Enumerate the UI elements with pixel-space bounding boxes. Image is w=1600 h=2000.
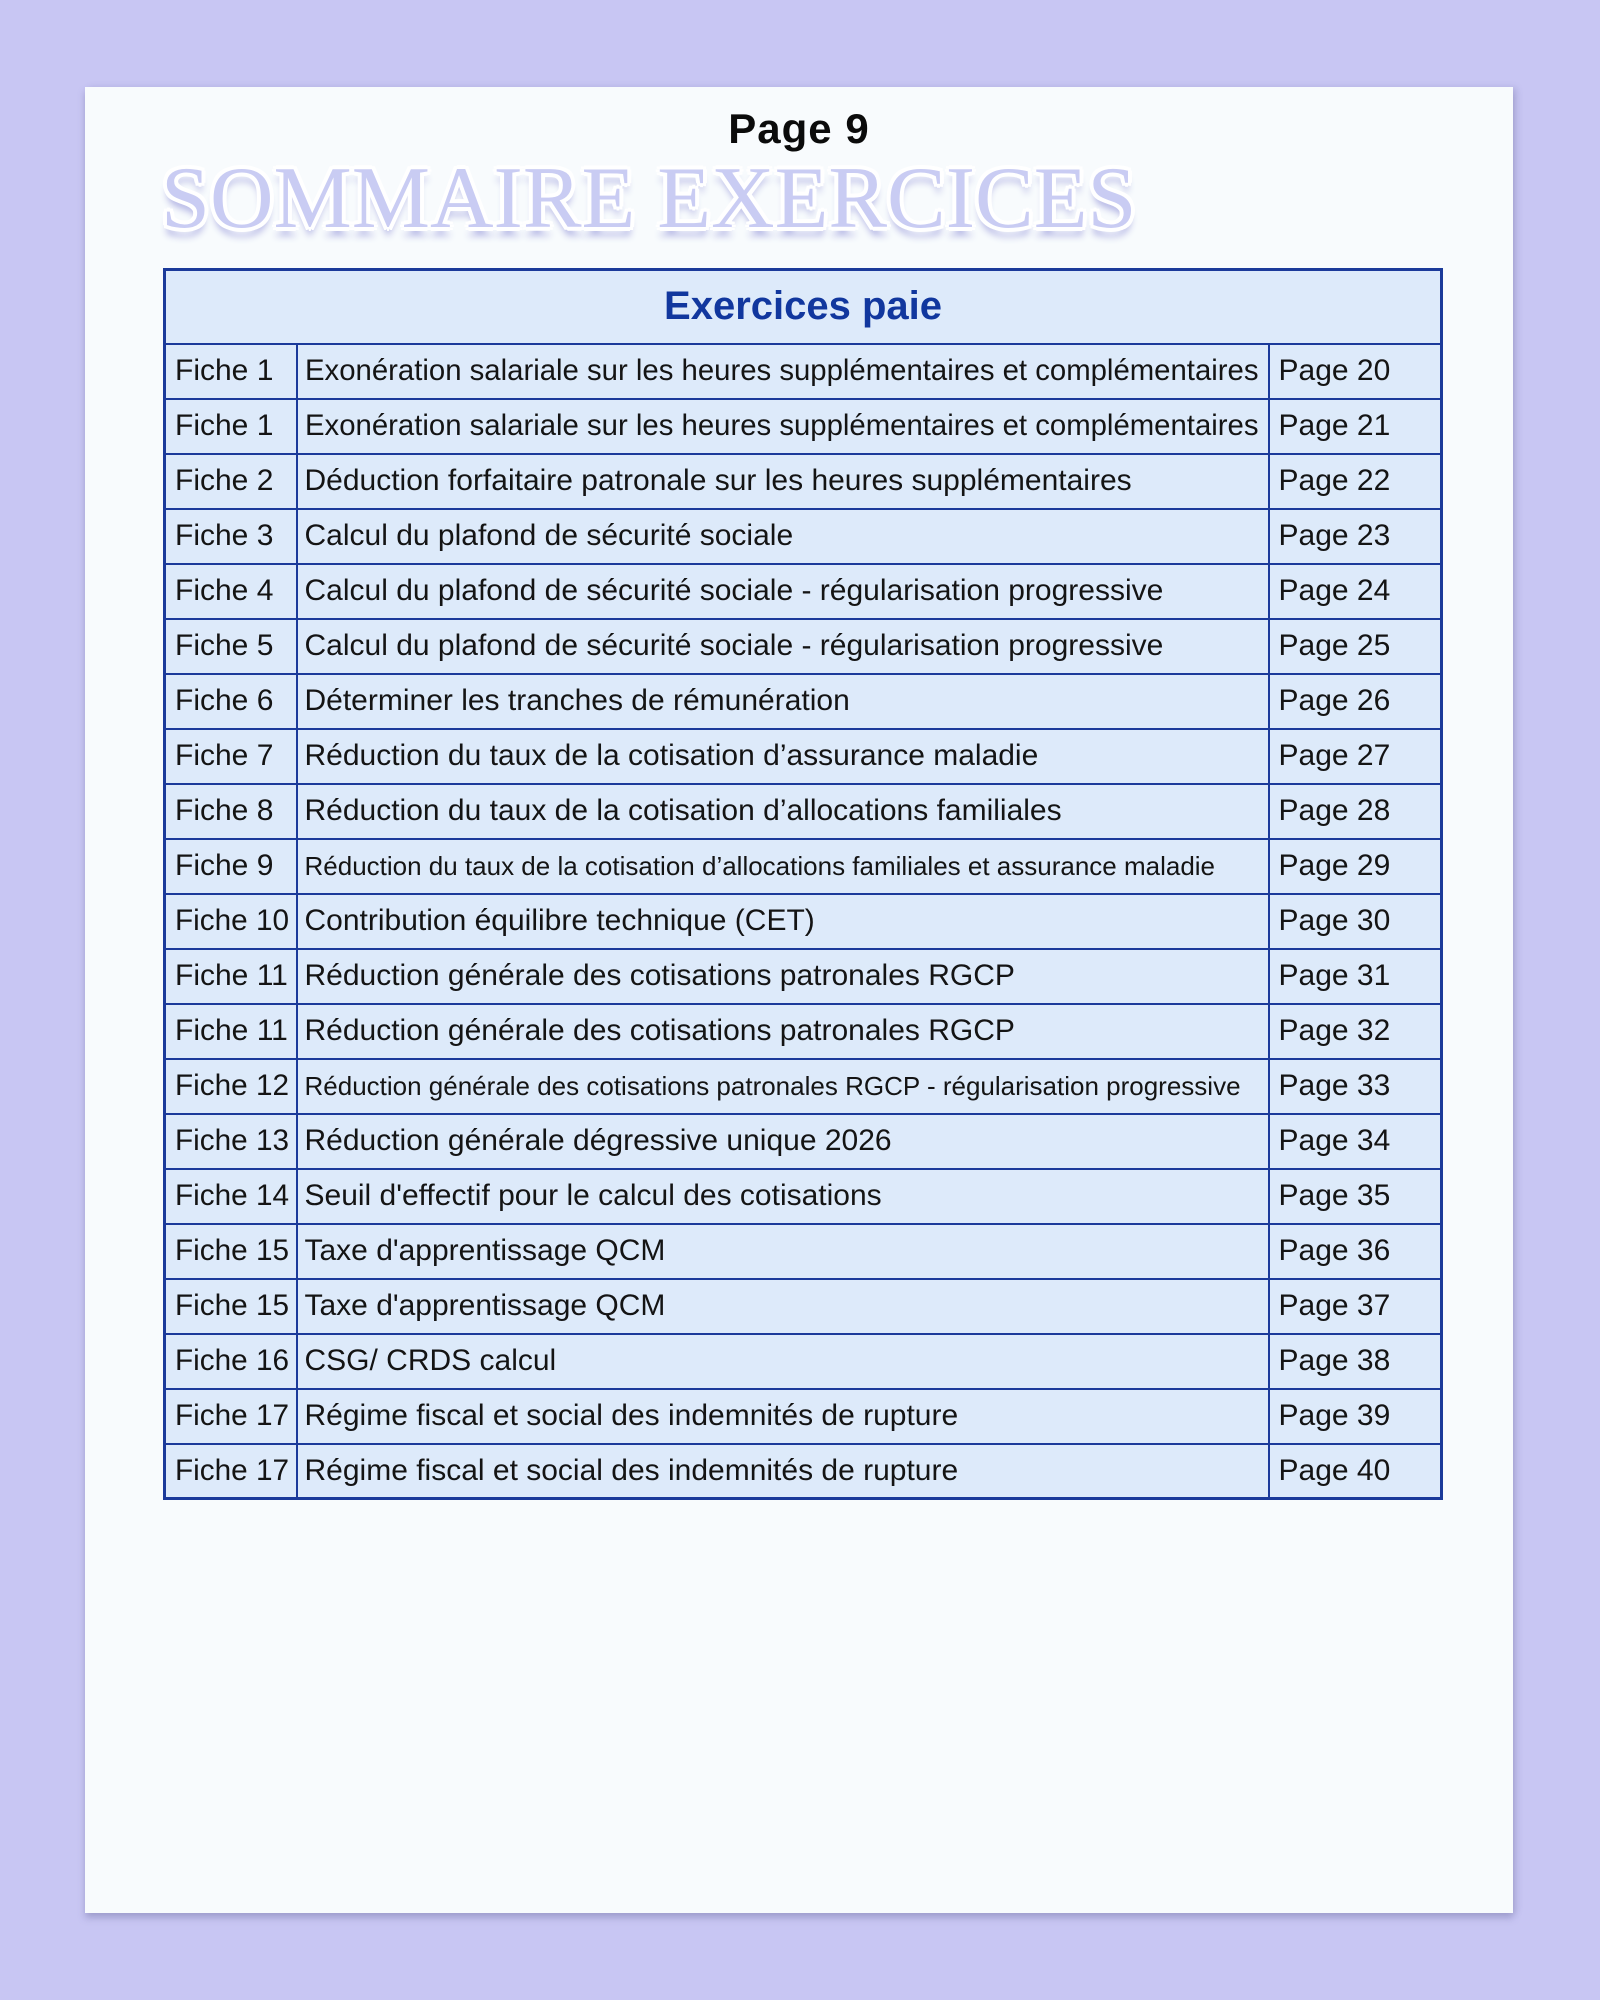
page-number-label: Page 9 (728, 105, 870, 152)
description-cell: Calcul du plafond de sécurité sociale - régularisation progressive (297, 564, 1269, 619)
fiche-cell: Fiche 2 (165, 454, 297, 509)
fiche-cell: Fiche 9 (165, 839, 297, 894)
description-cell: Réduction du taux de la cotisation d’assurance maladie (297, 729, 1269, 784)
page-cell: Page 25 (1269, 619, 1442, 674)
description-cell: Réduction générale des cotisations patronales RGCP (297, 949, 1269, 1004)
fiche-cell: Fiche 6 (165, 674, 297, 729)
page-cell: Page 40 (1269, 1444, 1442, 1499)
table-row (165, 1279, 1442, 1334)
page-cell: Page 34 (1269, 1114, 1442, 1169)
description-cell: Exonération salariale sur les heures supplémentaires et complémentaires (297, 344, 1269, 399)
page-cell: Page 26 (1269, 674, 1442, 729)
page-cell: Page 30 (1269, 894, 1442, 949)
page-cell: Page 27 (1269, 729, 1442, 784)
table-row (165, 1169, 1442, 1224)
page-cell: Page 38 (1269, 1334, 1442, 1389)
description-cell: Déduction forfaitaire patronale sur les heures supplémentaires (297, 454, 1269, 509)
fiche-cell: Fiche 11 (165, 949, 297, 1004)
description-cell: Réduction du taux de la cotisation d’allocations familiales (297, 784, 1269, 839)
description-cell: Calcul du plafond de sécurité sociale - régularisation progressive (297, 619, 1269, 674)
fiche-cell: Fiche 8 (165, 784, 297, 839)
fiche-cell: Fiche 1 (165, 399, 297, 454)
fiche-cell: Fiche 17 (165, 1444, 297, 1499)
table-row (165, 564, 1442, 619)
page-cell: Page 20 (1269, 344, 1442, 399)
page-cell: Page 37 (1269, 1279, 1442, 1334)
description-cell: Taxe d'apprentissage QCM (297, 1279, 1269, 1334)
table-row (165, 1114, 1442, 1169)
fiche-cell: Fiche 15 (165, 1279, 297, 1334)
fiche-cell: Fiche 12 (165, 1059, 297, 1114)
table-row (165, 784, 1442, 839)
description-cell: Régime fiscal et social des indemnités de rupture (297, 1444, 1269, 1499)
fiche-cell: Fiche 5 (165, 619, 297, 674)
description-cell: Taxe d'apprentissage QCM (297, 1224, 1269, 1279)
table-row (165, 894, 1442, 949)
table-row (165, 729, 1442, 784)
table-row (165, 839, 1442, 894)
description-cell: Seuil d'effectif pour le calcul des cotisations (297, 1169, 1269, 1224)
exercises-toc-table (163, 268, 1443, 1500)
table-row (165, 674, 1442, 729)
description-cell: Calcul du plafond de sécurité sociale (297, 509, 1269, 564)
table-row (165, 1004, 1442, 1059)
description-cell: Réduction générale dégressive unique 2026 (297, 1114, 1269, 1169)
fiche-cell: Fiche 16 (165, 1334, 297, 1389)
table-row (165, 1389, 1442, 1444)
document-title: SOMMAIRE EXERCICES (161, 150, 1137, 247)
fiche-cell: Fiche 4 (165, 564, 297, 619)
fiche-cell: Fiche 3 (165, 509, 297, 564)
description-cell: CSG/ CRDS calcul (297, 1334, 1269, 1389)
page-cell: Page 36 (1269, 1224, 1442, 1279)
fiche-cell: Fiche 7 (165, 729, 297, 784)
fiche-cell: Fiche 1 (165, 344, 297, 399)
table-row (165, 1334, 1442, 1389)
table-row (165, 1224, 1442, 1279)
table-title: Exercices paie (165, 270, 1442, 344)
description-cell: Réduction générale des cotisations patronales RGCP - régularisation progressive (297, 1059, 1269, 1114)
table-row (165, 454, 1442, 509)
table-row (165, 949, 1442, 1004)
page-cell: Page 29 (1269, 839, 1442, 894)
table-row (165, 399, 1442, 454)
page-cell: Page 33 (1269, 1059, 1442, 1114)
description-cell: Contribution équilibre technique (CET) (297, 894, 1269, 949)
page-cell: Page 28 (1269, 784, 1442, 839)
table-row (165, 344, 1442, 399)
fiche-cell: Fiche 11 (165, 1004, 297, 1059)
fiche-cell: Fiche 10 (165, 894, 297, 949)
page-cell: Page 21 (1269, 399, 1442, 454)
description-cell: Déterminer les tranches de rémunération (297, 674, 1269, 729)
description-cell: Réduction du taux de la cotisation d’allocations familiales et assurance maladie (297, 839, 1269, 894)
table-header-row (165, 270, 1442, 344)
page-cell: Page 23 (1269, 509, 1442, 564)
fiche-cell: Fiche 15 (165, 1224, 297, 1279)
description-cell: Régime fiscal et social des indemnités de rupture (297, 1389, 1269, 1444)
page-cell: Page 32 (1269, 1004, 1442, 1059)
page-cell: Page 39 (1269, 1389, 1442, 1444)
page-cell: Page 22 (1269, 454, 1442, 509)
table-row (165, 1444, 1442, 1499)
fiche-cell: Fiche 14 (165, 1169, 297, 1224)
table-row (165, 619, 1442, 674)
document-page (85, 87, 1513, 1913)
description-cell: Réduction générale des cotisations patronales RGCP (297, 1004, 1269, 1059)
description-cell: Exonération salariale sur les heures supplémentaires et complémentaires (297, 399, 1269, 454)
fiche-cell: Fiche 13 (165, 1114, 297, 1169)
fiche-cell: Fiche 17 (165, 1389, 297, 1444)
page-cell: Page 35 (1269, 1169, 1442, 1224)
table-row (165, 1059, 1442, 1114)
table-row (165, 509, 1442, 564)
page-cell: Page 24 (1269, 564, 1442, 619)
page-cell: Page 31 (1269, 949, 1442, 1004)
